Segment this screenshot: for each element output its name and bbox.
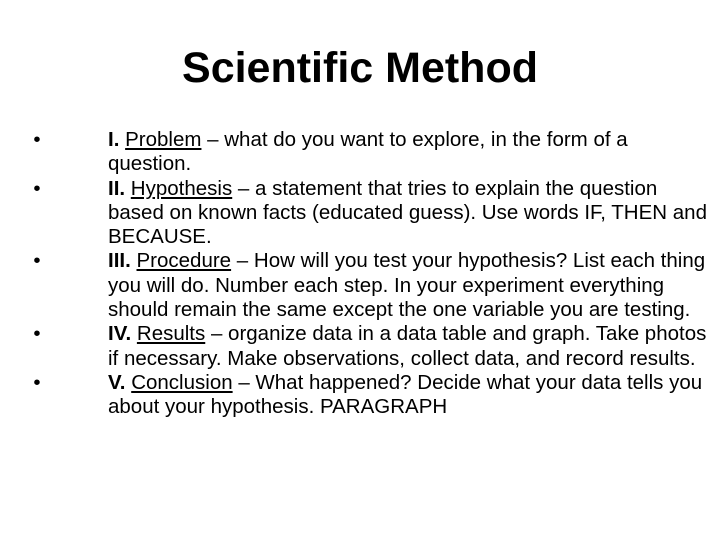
step-term: Conclusion <box>131 370 233 394</box>
method-steps-list <box>28 128 708 420</box>
list-item-procedure <box>28 249 708 322</box>
step-description: – How will you test your hypothesis? List each thing you will do. Number each step. In your experiment everything should remain the same except the one variable you are testing. <box>108 249 706 322</box>
step-term: Results <box>136 322 206 346</box>
list-item-conclusion <box>28 371 708 420</box>
step-description: – a statement that tries to explain the question based on known facts (educated guess). Use words IF, THEN and BECAUSE. <box>108 176 707 249</box>
step-number: I. <box>108 128 120 151</box>
list-item-hypothesis <box>28 177 708 250</box>
list-item-results <box>28 322 708 371</box>
step-term: Hypothesis <box>130 176 233 200</box>
step-description: – what do you want to explore, in the form of a question. <box>108 128 628 176</box>
step-description: – organize data in a data table and graph. Take photos if necessary. Make observations, collect data, and record results. <box>108 322 707 370</box>
step-number: III. <box>108 249 131 273</box>
bullet-icon: • <box>33 370 41 394</box>
list-item-problem <box>28 128 708 177</box>
step-description: – What happened? Decide what your data tells you about your hypothesis. PARAGRAPH <box>108 370 703 419</box>
slide-title: Scientific Method <box>182 44 538 92</box>
step-number: V. <box>108 370 126 394</box>
step-number: IV. <box>108 322 132 346</box>
step-term: Problem <box>125 128 202 151</box>
bullet-icon: • <box>33 176 41 200</box>
bullet-icon: • <box>33 249 41 273</box>
step-number: II. <box>108 176 126 200</box>
step-term: Procedure <box>136 249 232 273</box>
bullet-icon: • <box>33 128 41 151</box>
bullet-icon: • <box>33 322 41 346</box>
